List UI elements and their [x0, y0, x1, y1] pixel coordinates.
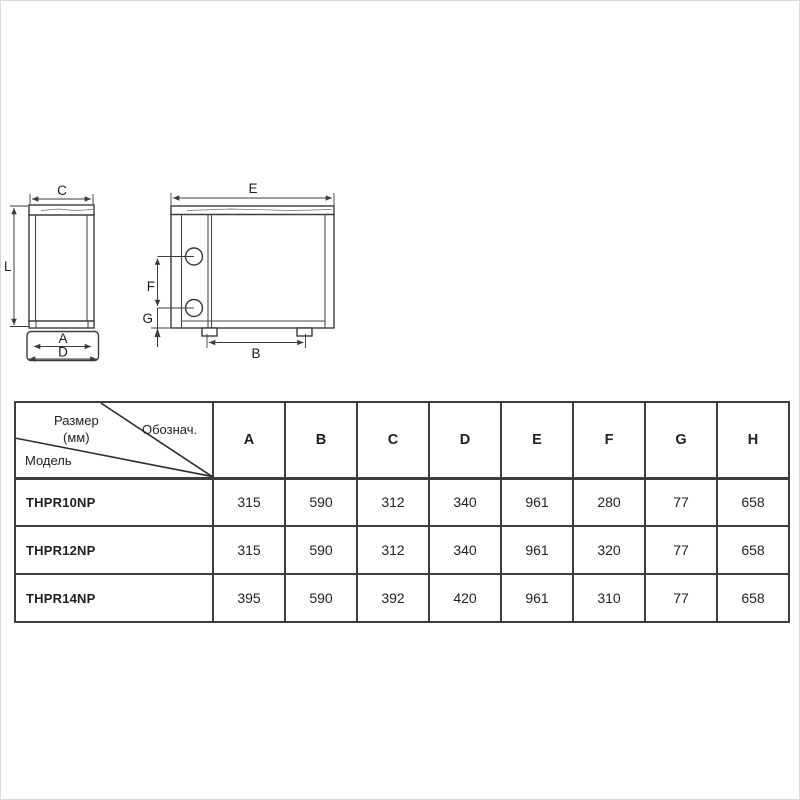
dim-label-F: F: [146, 279, 155, 294]
column-header-B: B: [285, 402, 357, 478]
front-view-drawing: [142, 181, 334, 361]
dim-label-D: D: [58, 344, 68, 360]
dim-value: 77: [645, 526, 717, 574]
model-name: THPR14NP: [15, 574, 213, 622]
column-header-C: C: [357, 402, 429, 478]
dim-value: 312: [357, 478, 429, 526]
dim-label-A: A: [58, 331, 68, 346]
dim-value: 590: [285, 574, 357, 622]
dim-label-G: G: [142, 311, 153, 326]
dim-value: 658: [717, 574, 789, 622]
corner-designation-label: Обознач.: [142, 422, 198, 437]
dim-label-L: L: [4, 259, 12, 274]
dim-label-C: C: [57, 183, 67, 198]
dim-value: 395: [213, 574, 285, 622]
side-view-drawing: [4, 183, 99, 361]
column-header-A: A: [213, 402, 285, 478]
dim-value: 340: [429, 526, 501, 574]
dimension-drawings: [1, 1, 800, 401]
column-header-D: D: [429, 402, 501, 478]
column-header-E: E: [501, 402, 573, 478]
dim-label-E: E: [248, 181, 258, 196]
corner-size-label: Размер: [54, 413, 99, 428]
dim-label-B: B: [251, 346, 261, 361]
dim-value: 315: [213, 526, 285, 574]
side-body-outline: [29, 205, 94, 328]
column-header-F: F: [573, 402, 645, 478]
dim-value: 658: [717, 526, 789, 574]
table-corner-cell: [15, 402, 213, 478]
dim-value: 340: [429, 478, 501, 526]
dim-value: 961: [501, 478, 573, 526]
dim-value: 312: [357, 526, 429, 574]
column-header-G: G: [645, 402, 717, 478]
table-row: [15, 526, 789, 574]
dim-value: 77: [645, 574, 717, 622]
dim-arrow-G: [155, 328, 161, 337]
corner-size-unit: (мм): [63, 430, 90, 445]
column-header-H: H: [717, 402, 789, 478]
dim-value: 590: [285, 526, 357, 574]
dim-value: 392: [357, 574, 429, 622]
model-name: THPR10NP: [15, 478, 213, 526]
dim-value: 420: [429, 574, 501, 622]
dim-value: 315: [213, 478, 285, 526]
corner-model-label: Модель: [25, 453, 72, 468]
front-foot-left: [202, 328, 217, 336]
dim-value: 961: [501, 526, 573, 574]
dimensions-table: [14, 401, 790, 623]
table-header-row: [15, 402, 789, 478]
model-name: THPR12NP: [15, 526, 213, 574]
dim-value: 590: [285, 478, 357, 526]
front-foot-right: [297, 328, 312, 336]
dim-value: 658: [717, 478, 789, 526]
dim-value: 280: [573, 478, 645, 526]
dim-value: 961: [501, 574, 573, 622]
dim-value: 77: [645, 478, 717, 526]
table-row: [15, 574, 789, 622]
dim-value: 320: [573, 526, 645, 574]
table-row: [15, 478, 789, 526]
dim-value: 310: [573, 574, 645, 622]
